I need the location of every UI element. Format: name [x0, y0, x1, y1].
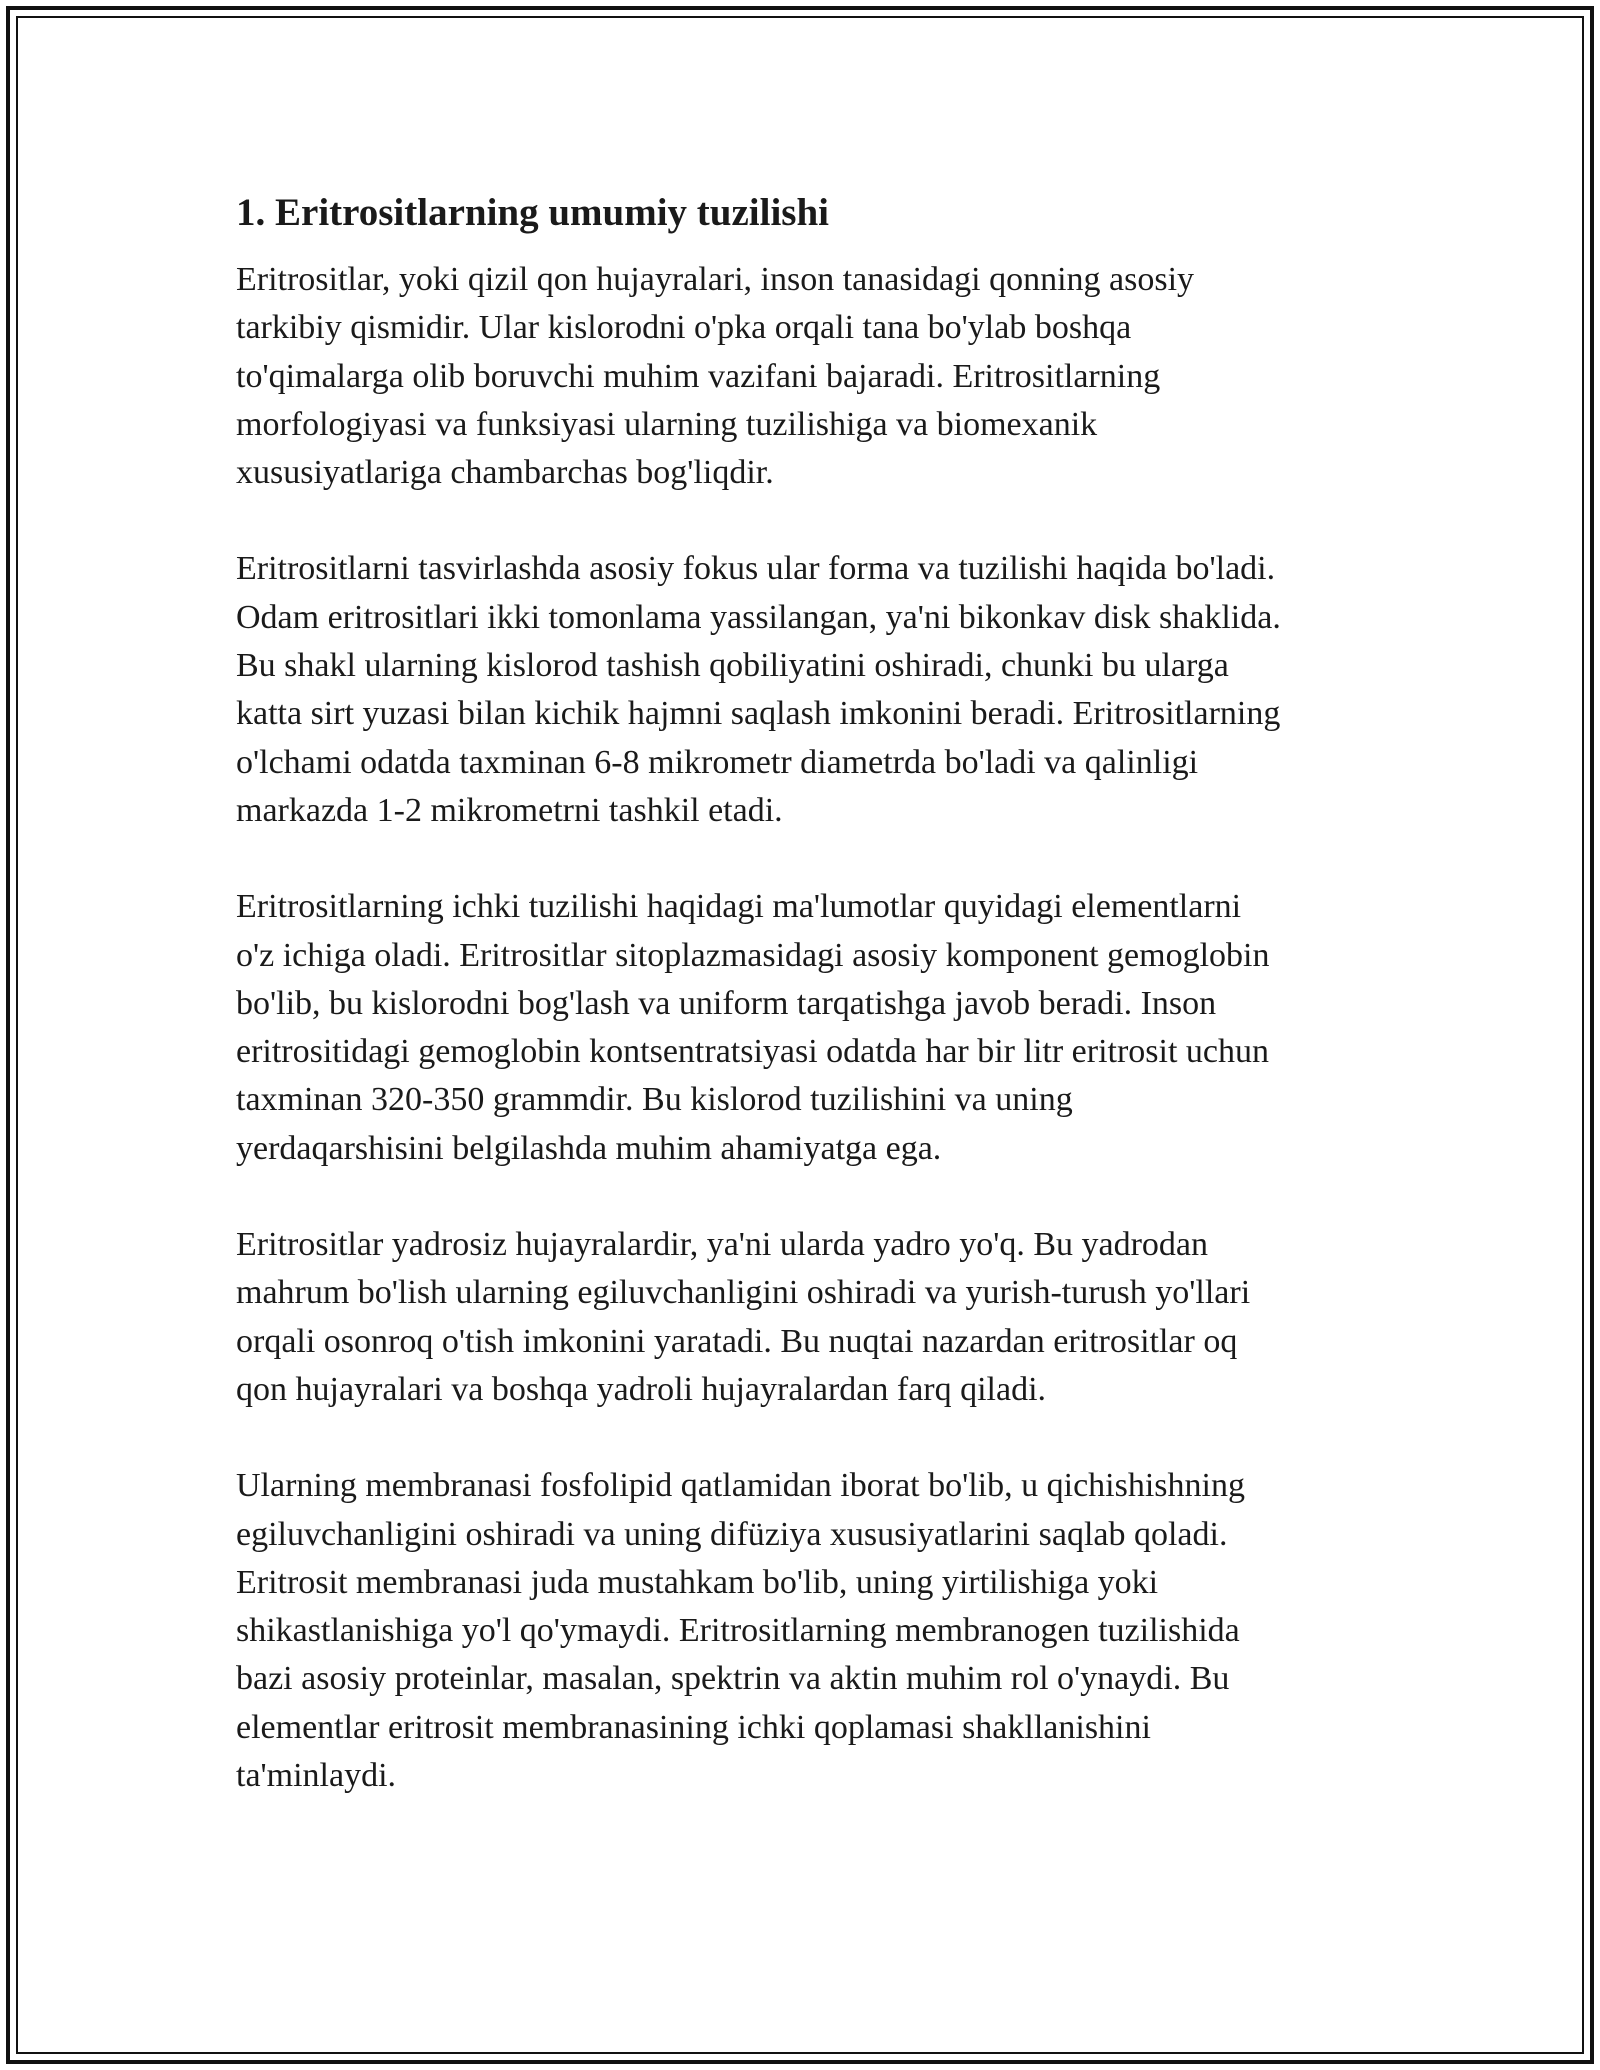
text-line: taxminan 320-350 grammdir. Bu kislorod tuzilishini va uning	[236, 1081, 1073, 1119]
text-line: ta'minlaydi.	[236, 1757, 397, 1795]
text-line: Bu shakl ularning kislorod tashish qobiliyatini oshiradi, chunki bu ularga	[236, 647, 1229, 685]
text-line: o'lchami odatda taxminan 6-8 mikrometr diametrda bo'ladi va qalinligi	[236, 743, 1199, 781]
text-line: katta sirt yuzasi bilan kichik hajmni saqlash imkonini beradi. Eritrositlarning	[236, 695, 1281, 733]
text-line: qon hujayralari va boshqa yadroli hujayralardan farq qiladi.	[236, 1370, 1047, 1408]
text-line: xususiyatlariga chambarchas bog'liqdir.	[236, 454, 774, 492]
text-line: eritrositidagi gemoglobin kontsentratsiyasi odatda har bir litr eritrosit uchun	[236, 1033, 1269, 1071]
paragraph-membrane	[236, 1462, 1376, 1800]
text-line: elementlar eritrosit membranasining ichki qoplamasi shakllanishini	[236, 1708, 1151, 1746]
text-line: yerdaqarshisini belgilashda muhim ahamiyatga ega.	[236, 1129, 942, 1167]
text-line: Eritrositlarni tasvirlashda asosiy fokus ular forma va tuzilishi haqida bo'ladi.	[236, 550, 1276, 588]
document-body	[236, 184, 1376, 1848]
text-line: morfologiyasi va funksiyasi ularning tuzilishiga va biomexanik	[236, 405, 1098, 443]
text-line: Ularning membranasi fosfolipid qatlamidan iborat bo'lib, u qichishishning	[236, 1467, 1245, 1505]
paragraph-structure-intro	[236, 256, 1376, 497]
paragraph-internal-structure	[236, 883, 1376, 1173]
text-line: Eritrositlar yadrosiz hujayralardir, ya'ni ularda yadro yo'q. Bu yadrodan	[236, 1226, 1209, 1264]
text-line: Eritrositlarning ichki tuzilishi haqidagi ma'lumotlar quyidagi elementlarni	[236, 888, 1242, 926]
text-line: markazda 1-2 mikrometrni tashkil etadi.	[236, 791, 783, 829]
paragraph-nucleus	[236, 1221, 1376, 1414]
text-line: Eritrositlar, yoki qizil qon hujayralari, inson tanasidagi qonning asosiy	[236, 261, 1195, 298]
paragraph-shape	[236, 545, 1376, 835]
text-line: bazi asosiy proteinlar, masalan, spektrin va aktin muhim rol o'ynaydi. Bu	[236, 1660, 1230, 1698]
text-line: orqali osonroq o'tish imkonini yaratadi. Bu nuqtai nazardan eritrositlar oq	[236, 1322, 1238, 1360]
text-line: o'z ichiga oladi. Eritrositlar sitoplazmasidagi asosiy komponent gemoglobin	[236, 936, 1270, 974]
text-line: Odam eritrositlari ikki tomonlama yassilangan, ya'ni bikonkav disk shaklida.	[236, 598, 1281, 636]
section-heading: 1. Eritrositlarning umumiy tuzilishi	[236, 191, 829, 234]
text-line: shikastlanishiga yo'l qo'ymaydi. Eritrositlarning membranogen tuzilishida	[236, 1612, 1240, 1650]
text-line: to'qimalarga olib boruvchi muhim vazifani bajaradi. Eritrositlarning	[236, 357, 1161, 395]
text-line: Eritrosit membranasi juda mustahkam bo'lib, uning yirtilishiga yoki	[236, 1563, 1159, 1601]
text-line: tarkibiy qismidir. Ular kislorodni o'pka orqali tana bo'ylab boshqa	[236, 309, 1132, 347]
text-line: mahrum bo'lish ularning egiluvchanligini oshiradi va yurish-turush yo'llari	[236, 1274, 1251, 1312]
text-line: bo'lib, bu kislorodni bog'lash va uniform tarqatishga javob beradi. Inson	[236, 984, 1217, 1022]
text-line: egiluvchanligini oshiradi va uning difüziya xususiyatlarini saqlab qoladi.	[236, 1515, 1228, 1553]
